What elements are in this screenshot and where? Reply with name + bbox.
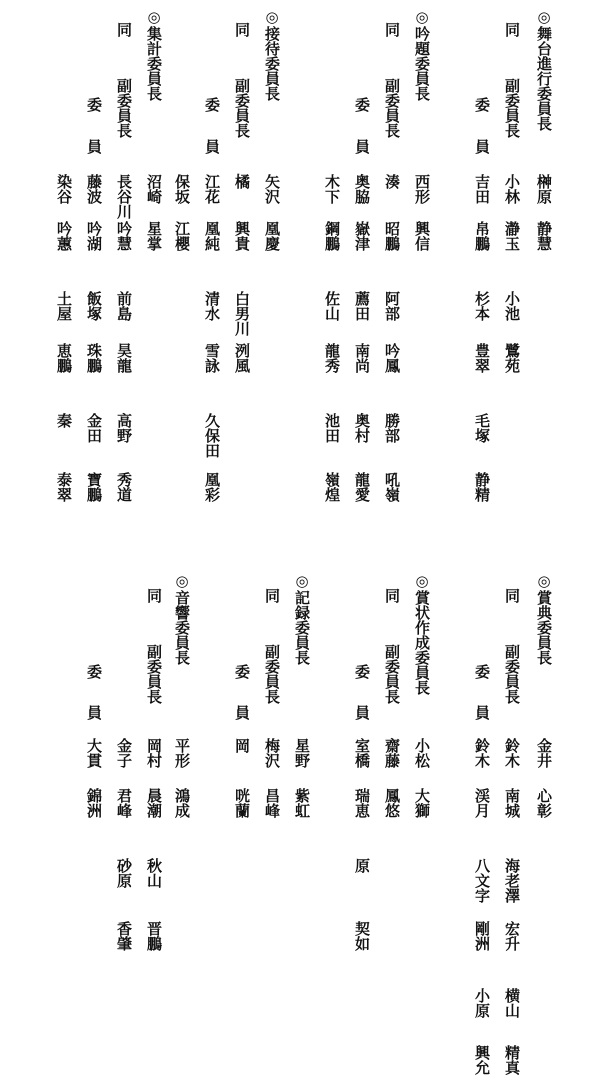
member-name: 鈴木 <box>473 738 491 768</box>
member-name: 興信 <box>413 221 431 251</box>
member-name: 鷺苑 <box>503 343 521 373</box>
member-name: 小松 <box>413 738 431 768</box>
role-label: 員 <box>203 139 221 154</box>
member-name: 高野 <box>115 413 133 443</box>
member-name: 鋼鵬 <box>323 221 341 251</box>
member-name: 泰翠 <box>55 472 73 502</box>
role-label: 副委員長 <box>263 644 281 704</box>
role-label: 副委員長 <box>383 644 401 704</box>
role-label: 同 <box>145 588 163 603</box>
member-name: 星野 <box>293 738 311 768</box>
member-name: 小池 <box>503 291 521 321</box>
member-name: 齋藤 <box>383 738 401 768</box>
role-label: 委 <box>203 97 221 112</box>
member-name: 星掌 <box>145 221 163 251</box>
member-name: 原 <box>353 858 371 873</box>
member-name: 秀道 <box>115 472 133 502</box>
member-name: 梅沢 <box>263 738 281 768</box>
member-name: 飯塚 <box>85 291 103 321</box>
member-name: 龍秀 <box>323 343 341 373</box>
member-name: 砂原 <box>115 858 133 888</box>
role-label: 副委員長 <box>503 644 521 704</box>
member-name: 大獅 <box>413 788 431 818</box>
member-name: 寶鵬 <box>85 472 103 502</box>
member-name: 岡村 <box>145 738 163 768</box>
role-label: 員 <box>353 705 371 720</box>
member-name: 鴻成 <box>173 788 191 818</box>
member-name: 興允 <box>473 1045 491 1075</box>
role-label: 員 <box>233 705 251 720</box>
member-name: 吟鳳 <box>383 343 401 373</box>
member-name: 西形 <box>413 174 431 204</box>
role-label: ◎接待委員長 <box>263 8 281 101</box>
member-name: 土屋 <box>55 291 73 321</box>
member-name: 吉田 <box>473 174 491 204</box>
member-name: 咣蘭 <box>233 788 251 818</box>
role-label: 同 <box>503 588 521 603</box>
member-name: 奥脇 <box>353 174 371 204</box>
member-name: 江花 <box>203 174 221 204</box>
role-label: ◎舞台進行委員長 <box>535 8 553 131</box>
member-name: 豊翠 <box>473 343 491 373</box>
role-label: 員 <box>353 139 371 154</box>
role-label: 副委員長 <box>145 644 163 704</box>
member-name: 恵鵬 <box>55 343 73 373</box>
role-label: 委 <box>233 664 251 679</box>
member-name: 秦 <box>55 413 73 428</box>
member-name: 嶽津 <box>353 221 371 251</box>
member-name: 染谷 <box>55 174 73 204</box>
member-name: 長谷川 <box>115 174 133 219</box>
role-label: 同 <box>233 22 251 37</box>
member-name: 渓月 <box>473 788 491 818</box>
role-label: 委 <box>473 97 491 112</box>
role-label: 委 <box>473 664 491 679</box>
member-name: 凰彩 <box>203 472 221 502</box>
member-name: 宏升 <box>503 921 521 951</box>
role-label: 委 <box>85 97 103 112</box>
member-name: 洌風 <box>233 343 251 373</box>
role-label: 委 <box>353 664 371 679</box>
role-label: 委 <box>85 664 103 679</box>
member-name: 吟慧 <box>115 221 133 251</box>
member-name: 瀞玉 <box>503 221 521 251</box>
role-label: ◎賞典委員長 <box>535 572 553 665</box>
member-name: 鳳悠 <box>383 788 401 818</box>
role-label: 員 <box>473 705 491 720</box>
role-label: ◎吟題委員長 <box>413 8 431 101</box>
member-name: 昭鵬 <box>383 221 401 251</box>
role-label: 同 <box>503 22 521 37</box>
role-label: 副委員長 <box>503 78 521 138</box>
member-name: 榊原 <box>535 174 553 204</box>
member-name: 昊龍 <box>115 343 133 373</box>
member-name: 佐山 <box>323 291 341 321</box>
member-name: 奥村 <box>353 413 371 443</box>
member-name: 白男川 <box>233 291 251 336</box>
role-label: 員 <box>473 139 491 154</box>
role-label: ◎記録委員長 <box>293 572 311 665</box>
member-name: 吟蕙 <box>55 221 73 251</box>
member-name: 久保田 <box>203 413 221 458</box>
role-label: ◎集計委員長 <box>145 8 163 101</box>
role-label: 同 <box>383 588 401 603</box>
member-name: 珠鵬 <box>85 343 103 373</box>
member-name: 吟湖 <box>85 221 103 251</box>
member-name: 湊 <box>383 174 401 189</box>
member-name: 杉本 <box>473 291 491 321</box>
member-name: 保坂 <box>173 174 191 204</box>
member-name: 龍愛 <box>353 472 371 502</box>
role-label: 同 <box>115 22 133 37</box>
member-name: 契如 <box>353 921 371 951</box>
member-name: 晋鵬 <box>145 921 163 951</box>
member-name: 錦洲 <box>85 788 103 818</box>
member-name: 阿部 <box>383 291 401 321</box>
member-name: 興貴 <box>233 221 251 251</box>
member-name: 紫虹 <box>293 788 311 818</box>
member-name: 金田 <box>85 413 103 443</box>
member-name: 岡 <box>233 738 251 753</box>
member-name: 沼崎 <box>145 174 163 204</box>
role-label: 員 <box>85 139 103 154</box>
member-name: 池田 <box>323 413 341 443</box>
member-name: 晨潮 <box>145 788 163 818</box>
member-name: 嶺煌 <box>323 472 341 502</box>
member-name: 清水 <box>203 291 221 321</box>
member-name: 海老澤 <box>503 858 521 903</box>
member-name: 藤波 <box>85 174 103 204</box>
role-label: 副委員長 <box>383 78 401 138</box>
member-name: 帛鵬 <box>473 221 491 251</box>
member-name: 薦田 <box>353 291 371 321</box>
member-name: 横山 <box>503 988 521 1018</box>
member-name: 八文字 <box>473 858 491 903</box>
role-label: ◎音響委員長 <box>173 572 191 665</box>
member-name: 平形 <box>173 738 191 768</box>
member-name: 室橋 <box>353 738 371 768</box>
role-label: 副委員長 <box>115 78 133 138</box>
member-name: 前島 <box>115 291 133 321</box>
member-name: 大貫 <box>85 738 103 768</box>
member-name: 江櫻 <box>173 221 191 251</box>
member-name: 剛洲 <box>473 921 491 951</box>
role-label: ◎賞状作成委員長 <box>413 572 431 695</box>
member-name: 勝部 <box>383 413 401 443</box>
member-name: 凰純 <box>203 221 221 251</box>
member-name: 矢沢 <box>263 174 281 204</box>
member-name: 静精 <box>473 472 491 502</box>
role-label: 委 <box>353 97 371 112</box>
member-name: 鈴木 <box>503 738 521 768</box>
member-name: 橘 <box>233 174 251 189</box>
role-label: 副委員長 <box>233 78 251 138</box>
member-name: 吼嶺 <box>383 472 401 502</box>
member-name: 雪詠 <box>203 343 221 373</box>
role-label: 員 <box>85 705 103 720</box>
member-name: 静慧 <box>535 221 553 251</box>
member-name: 瑞恵 <box>353 788 371 818</box>
member-name: 金井 <box>535 738 553 768</box>
member-name: 木下 <box>323 174 341 204</box>
member-name: 小林 <box>503 174 521 204</box>
member-name: 南城 <box>503 788 521 818</box>
member-name: 昌峰 <box>263 788 281 818</box>
member-name: 香肇 <box>115 921 133 951</box>
member-name: 南尚 <box>353 343 371 373</box>
member-name: 小原 <box>473 988 491 1018</box>
member-name: 精真 <box>503 1045 521 1075</box>
role-label: 同 <box>263 588 281 603</box>
member-name: 凰慶 <box>263 221 281 251</box>
role-label: 同 <box>383 22 401 37</box>
member-name: 君峰 <box>115 788 133 818</box>
member-name: 秋山 <box>145 858 163 888</box>
member-name: 心彰 <box>535 788 553 818</box>
member-name: 金子 <box>115 738 133 768</box>
member-name: 毛塚 <box>473 413 491 443</box>
